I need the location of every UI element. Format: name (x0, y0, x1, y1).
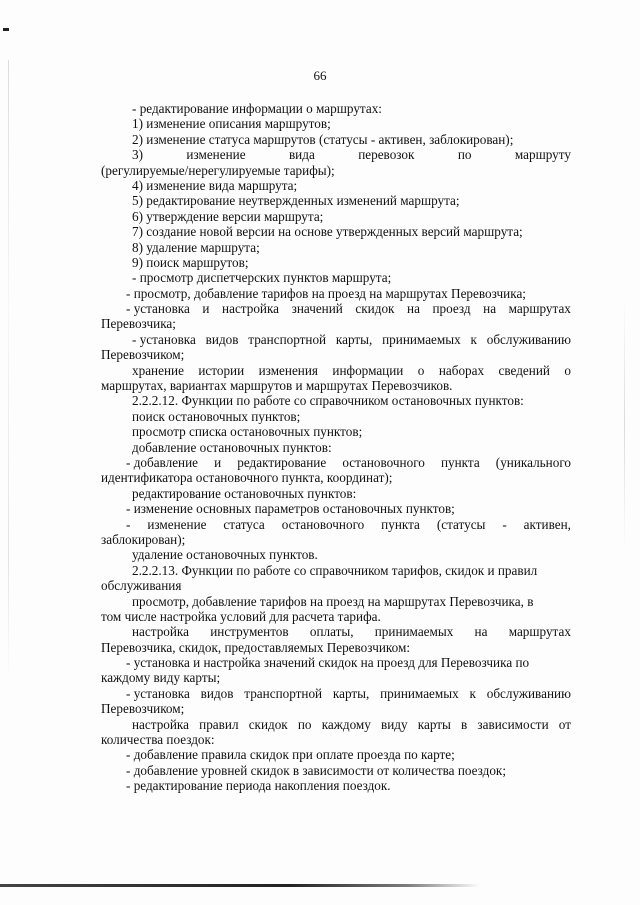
text-line (101, 455, 571, 470)
text-word: к (470, 331, 477, 347)
text-line (101, 301, 571, 316)
text-word: транспортной (244, 685, 323, 701)
text-word: зависимости (477, 716, 549, 732)
text-word: настройка (222, 301, 280, 317)
text-word: от (558, 716, 571, 732)
text-word: настройка (132, 624, 189, 640)
text-word: вида (288, 147, 315, 163)
text-line: идентификатора остановочного пункта, координат); (101, 470, 393, 486)
text-line: количества поездок: (101, 732, 215, 748)
text-word: видов (200, 685, 234, 701)
text-line: - редактирование информации о маршрутах: (132, 101, 382, 116)
text-word: значений (291, 301, 343, 317)
text-line: - редактирование периода накопления поездок. (126, 778, 391, 794)
text-line (101, 624, 571, 639)
text-word: скидок (355, 301, 395, 317)
text-word: изменение (147, 516, 207, 532)
text-word: - (502, 516, 507, 532)
text-word: и (202, 301, 210, 317)
scan-edge-mark (3, 28, 9, 31)
text-word: 3) (132, 147, 143, 163)
text-word: о (417, 362, 425, 378)
text-word: - установка (132, 331, 196, 347)
text-word: на (407, 301, 420, 317)
text-line: 6) утверждение версии маршрута; (132, 208, 324, 224)
text-word: к (469, 685, 476, 701)
text-word: перевозок (358, 147, 415, 163)
text-line (101, 717, 571, 732)
text-word: транспортной (248, 331, 327, 347)
text-word: по (457, 147, 472, 163)
text-word: проезд (432, 301, 471, 317)
text-line: просмотр, добавление тарифов на проезд на маршрутах Перевозчика, в (132, 593, 534, 609)
text-word: изменение (186, 147, 246, 163)
text-line: Перевозчика; (101, 316, 176, 332)
text-line: каждому виду карты; (101, 670, 221, 686)
bottom-scan-line (0, 884, 480, 887)
text-word: (уникального (495, 454, 571, 470)
text-word: истории (198, 362, 245, 378)
text-word: пункта (381, 516, 420, 532)
text-word: - установка (126, 685, 190, 701)
text-line (101, 686, 571, 701)
text-line: - просмотр диспетчерских пунктов маршрута; (132, 270, 392, 286)
text-word: инструментов (210, 624, 289, 640)
text-line: 2.2.2.12. Функции по работе со справочником остановочных пунктов: (132, 393, 524, 409)
text-line: обслуживания (101, 578, 182, 594)
text-line: 2) изменение статуса маршрутов (статусы - активен, заблокирован); (132, 131, 514, 147)
text-line: Перевозчика, скидок, предоставляемых Перевозчиком: (101, 639, 410, 655)
text-line: 5) редактирование неутвержденных изменений маршрута; (132, 193, 460, 209)
text-word: обслуживанию (486, 331, 571, 347)
text-word: принимаемых (380, 685, 459, 701)
scan-right-edge (624, 300, 625, 550)
text-line: редактирование остановочных пунктов: (132, 485, 357, 501)
text-word: виду (381, 716, 408, 732)
text-line (101, 363, 571, 378)
text-word: каждому (321, 716, 371, 732)
text-line: удаление остановочных пунктов. (132, 547, 318, 563)
text-word: активен, (523, 516, 571, 532)
text-line: (регулируемые/нерегулируемые тарифы); (101, 162, 335, 178)
text-line: Перевозчиком; (101, 347, 185, 363)
text-line (101, 147, 571, 162)
text-line: - изменение основных параметров остановочных пунктов; (126, 501, 455, 517)
text-line: 8) удаление маршрута; (132, 239, 260, 255)
text-word: настройка (132, 716, 189, 732)
text-line: - добавление уровней скидок в зависимости от количества поездок; (126, 762, 507, 778)
text-word: карты, (335, 331, 373, 347)
text-word: обслуживанию (486, 685, 571, 701)
text-line (101, 332, 571, 347)
text-line: Перевозчиком; (101, 701, 185, 717)
text-word: в (461, 716, 468, 732)
text-word: - (126, 516, 131, 532)
text-line: том числе настройка условий для расчета тарифа. (101, 608, 381, 624)
text-word: принимаемых (382, 331, 461, 347)
text-word: на (483, 301, 497, 317)
text-word: маршруту (514, 147, 571, 163)
text-word: - установка (126, 301, 190, 317)
text-line (101, 517, 571, 532)
text-word: сведений (498, 362, 550, 378)
text-line: добавление остановочных пунктов: (132, 439, 332, 455)
text-word: пункта (440, 454, 480, 470)
text-line: 9) поиск маршрутов; (132, 254, 249, 270)
text-word: редактирование (237, 454, 327, 470)
text-word: карты (417, 716, 451, 732)
text-line: 2.2.2.13. Функции по работе со справочником тарифов, скидок и правил (132, 562, 538, 578)
text-line: заблокирован); (101, 531, 186, 547)
text-line: - просмотр, добавление тарифов на проезд на маршрутах Перевозчика; (126, 285, 526, 301)
text-word: информации (332, 362, 404, 378)
text-line: 4) изменение вида маршрута; (132, 177, 298, 193)
text-word: правил (199, 716, 239, 732)
text-word: оплаты, (309, 624, 354, 640)
text-word: хранение (132, 362, 184, 378)
text-word: маршрутах (508, 624, 571, 640)
text-line: маршрутах, вариантах маршрутов и маршрутах Перевозчиков. (101, 378, 453, 394)
text-word: (статусы (436, 516, 486, 532)
text-word: видов (205, 331, 239, 347)
text-word: скидок (248, 716, 288, 732)
text-word: остановочного (342, 454, 425, 470)
text-line: 1) изменение описания маршрутов; (132, 116, 331, 132)
scan-left-edge (8, 60, 9, 680)
text-line: - установка и настройка значений скидок на проезд для Перевозчика по (126, 655, 530, 671)
text-word: принимаемых (374, 624, 454, 640)
text-word: статуса (223, 516, 265, 532)
text-word: о (564, 362, 571, 378)
text-line: 7) создание новой версии на основе утвержденных версий маршрута; (132, 224, 523, 240)
text-word: наборах (438, 362, 485, 378)
text-line: поиск остановочных пунктов; (132, 408, 301, 424)
text-line: - добавление правила скидок при оплате проезда по карте; (126, 747, 455, 763)
text-word: остановочного (281, 516, 365, 532)
text-word: - добавление (126, 454, 199, 470)
text-line: просмотр списка остановочных пунктов; (132, 424, 363, 440)
document-body (101, 101, 571, 794)
text-word: по (297, 716, 312, 732)
text-word: изменения (258, 362, 318, 378)
text-word: маршрутах (508, 301, 571, 317)
text-word: на (474, 624, 488, 640)
text-word: карты, (332, 685, 370, 701)
page-number: 66 (313, 68, 327, 83)
text-word: и (214, 454, 222, 470)
